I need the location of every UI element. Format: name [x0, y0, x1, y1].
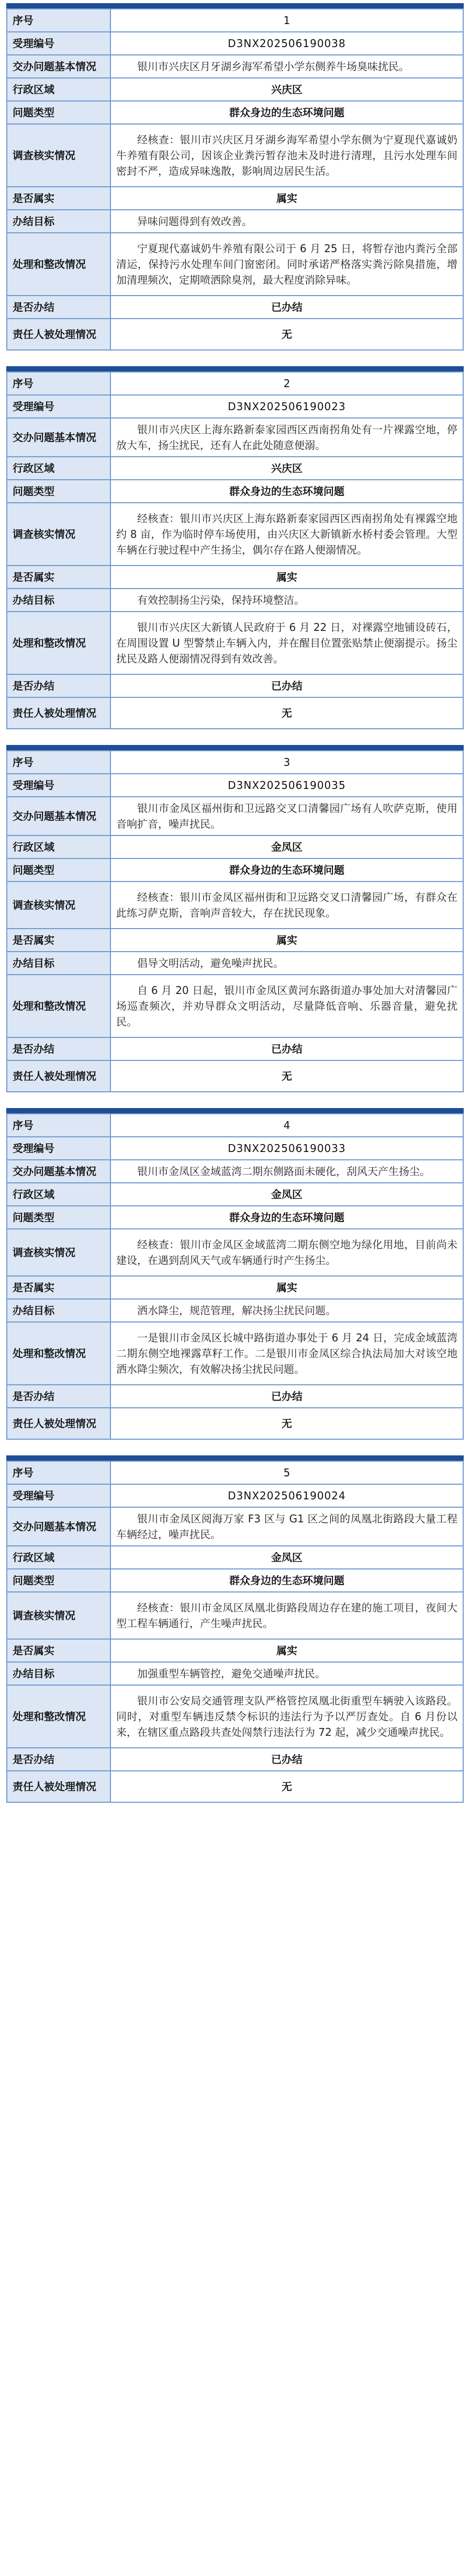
record-table	[6, 371, 464, 729]
field-label: 责任人被处理情况	[7, 1060, 110, 1092]
table-row	[7, 1771, 463, 1802]
verification-value: 经核查：银川市金凤区金域蓝湾二期东侧空地为绿化用地，目前尚未建设，在遇到刮风天气或车辆通行时产生扬尘。	[110, 1229, 463, 1276]
category-value: 群众身边的生态环境问题	[110, 101, 463, 124]
field-label: 行政区域	[7, 78, 110, 101]
district-value: 金凤区	[110, 1183, 463, 1206]
rectification-value: 银川市兴庆区大新镇人民政府于 6 月 22 日，对裸露空地铺设砖石，在周围设置 U 型警禁止车辆入内，并在醒目位置张贴禁止便溺提示。扬尘扰民及路人便溺情况得到有效改善。	[110, 612, 463, 674]
verification-value: 经核查：银川市兴庆区月牙湖乡海军希望小学东侧为宁夏现代嘉诚奶牛养殖有限公司，因该企业粪污暂存池未及时进行清理，且污水处理车间密封不严，造成异味逸散，影响周边居民生活。	[110, 124, 463, 187]
rectification-value: 一是银川市金凤区长城中路街道办事处于 6 月 24 日，完成金域蓝湾二期东侧空地裸露草籽工作。二是银川市金凤区综合执法局加大对该空地洒水降尘频次，有效解决扬尘扰民问题。	[110, 1322, 463, 1385]
district-value: 兴庆区	[110, 78, 463, 101]
basic-info-value: 银川市金凤区福州街和卫远路交叉口清馨园广场有人吹萨克斯，使用音响扩音，噪声扰民。	[110, 797, 463, 835]
field-label: 问题类型	[7, 1569, 110, 1592]
verification-value: 经核查：银川市金凤区凤凰北街路段周边存在建的施工项目，夜间大型工程车辆通行，产生噪声扰民。	[110, 1592, 463, 1639]
table-row	[7, 751, 463, 774]
table-row	[7, 1662, 463, 1685]
field-label: 行政区域	[7, 457, 110, 480]
record-table	[6, 1113, 464, 1440]
verification-value: 经核查：银川市兴庆区上海东路新泰家园西区西南拐角处有裸露空地约 8 亩，作为临时停车场使用，由兴庆区大新镇新水桥村委会管理。大型车辆在行驶过程中产生扬尘，偶尔存在路人便溺情况。	[110, 503, 463, 566]
district-value: 金凤区	[110, 835, 463, 858]
district-value: 兴庆区	[110, 457, 463, 480]
category-value: 群众身边的生态环境问题	[110, 858, 463, 882]
table-row	[7, 1569, 463, 1592]
field-label: 调查核实情况	[7, 882, 110, 929]
is-true-value: 属实	[110, 187, 463, 210]
table-row	[7, 372, 463, 395]
rectification-value: 银川市公安局交通管理支队严格管控凤凰北街重型车辆驶入该路段。同时，对重型车辆违反禁令标识的违法行为予以严厉查处。自 6 月份以来，在辖区重点路段共查处闯禁行违法行为 72 起，减少交通噪声扰民。	[110, 1685, 463, 1748]
field-label: 序号	[7, 751, 110, 774]
field-label: 处理和整改情况	[7, 1322, 110, 1385]
basic-info-value: 银川市兴庆区月牙湖乡海军希望小学东侧养牛场臭味扰民。	[110, 55, 463, 78]
field-label: 调查核实情况	[7, 124, 110, 187]
table-row	[7, 612, 463, 674]
table-row	[7, 858, 463, 882]
field-label: 是否属实	[7, 1276, 110, 1299]
field-label: 是否办结	[7, 1748, 110, 1771]
target-value: 有效控制扬尘污染，保持环境整洁。	[110, 589, 463, 612]
field-label: 责任人被处理情况	[7, 1771, 110, 1802]
field-label: 交办问题基本情况	[7, 1160, 110, 1183]
record-card	[0, 1455, 470, 1803]
table-row	[7, 975, 463, 1037]
table-row	[7, 1507, 463, 1546]
case-id-value: D3NX202506190024	[110, 1484, 463, 1507]
basic-info-value: 银川市金凤区阅海万家 F3 区与 G1 区之间的凤凰北街路段大量工程车辆经过，噪声扰民。	[110, 1507, 463, 1546]
case-id-value: D3NX202506190035	[110, 774, 463, 797]
table-row	[7, 1037, 463, 1060]
field-label: 办结目标	[7, 589, 110, 612]
field-label: 是否办结	[7, 674, 110, 697]
field-label: 受理编号	[7, 32, 110, 55]
table-row	[7, 566, 463, 589]
verification-value: 经核查：银川市金凤区福州街和卫远路交叉口清馨园广场，有群众在此练习萨克斯，音响声音较大，存在扰民现象。	[110, 882, 463, 929]
table-row	[7, 589, 463, 612]
field-label: 办结目标	[7, 952, 110, 975]
serial-value: 2	[110, 372, 463, 395]
accountability-value: 无	[110, 1771, 463, 1802]
table-row	[7, 882, 463, 929]
field-label: 问题类型	[7, 1206, 110, 1229]
field-label: 序号	[7, 372, 110, 395]
field-label: 问题类型	[7, 101, 110, 124]
field-label: 受理编号	[7, 395, 110, 418]
field-label: 处理和整改情况	[7, 233, 110, 296]
case-id-value: D3NX202506190033	[110, 1137, 463, 1160]
field-label: 序号	[7, 1114, 110, 1137]
is-true-value: 属实	[110, 1639, 463, 1662]
table-row	[7, 233, 463, 296]
field-label: 交办问题基本情况	[7, 797, 110, 835]
table-row	[7, 1183, 463, 1206]
field-label: 是否属实	[7, 1639, 110, 1662]
table-row	[7, 1206, 463, 1229]
field-label: 是否属实	[7, 929, 110, 952]
record-card	[0, 745, 470, 1092]
is-closed-value: 已办结	[110, 1037, 463, 1060]
table-row	[7, 1484, 463, 1507]
table-row	[7, 480, 463, 503]
category-value: 群众身边的生态环境问题	[110, 1206, 463, 1229]
record-header-bar	[6, 366, 464, 371]
field-label: 交办问题基本情况	[7, 1507, 110, 1546]
field-label: 序号	[7, 9, 110, 32]
record-header-bar	[6, 3, 464, 8]
field-label: 处理和整改情况	[7, 612, 110, 674]
field-label: 受理编号	[7, 1137, 110, 1160]
table-row	[7, 187, 463, 210]
basic-info-value: 银川市兴庆区上海东路新泰家园西区西南拐角处有一片裸露空地，停放大车，扬尘扰民，还有人在此处随意便溺。	[110, 418, 463, 457]
field-label: 序号	[7, 1461, 110, 1484]
target-value: 倡导文明活动，避免噪声扰民。	[110, 952, 463, 975]
case-id-value: D3NX202506190038	[110, 32, 463, 55]
record-table	[6, 8, 464, 351]
record-card	[0, 1108, 470, 1440]
table-row	[7, 395, 463, 418]
record-header-bar	[6, 1455, 464, 1461]
table-row	[7, 1592, 463, 1639]
is-true-value: 属实	[110, 566, 463, 589]
table-row	[7, 1322, 463, 1385]
case-id-value: D3NX202506190023	[110, 395, 463, 418]
field-label: 交办问题基本情况	[7, 418, 110, 457]
accountability-value: 无	[110, 1060, 463, 1092]
field-label: 责任人被处理情况	[7, 1408, 110, 1439]
is-true-value: 属实	[110, 1276, 463, 1299]
table-row	[7, 1060, 463, 1092]
field-label: 行政区域	[7, 835, 110, 858]
table-row	[7, 1639, 463, 1662]
table-row	[7, 1229, 463, 1276]
field-label: 处理和整改情况	[7, 1685, 110, 1748]
category-value: 群众身边的生态环境问题	[110, 1569, 463, 1592]
record-header-bar	[6, 745, 464, 750]
serial-value: 5	[110, 1461, 463, 1484]
record-card	[0, 3, 470, 351]
field-label: 受理编号	[7, 774, 110, 797]
table-row	[7, 1748, 463, 1771]
table-row	[7, 1461, 463, 1484]
table-row	[7, 1137, 463, 1160]
field-label: 调查核实情况	[7, 1229, 110, 1276]
table-row	[7, 9, 463, 32]
target-value: 加强重型车辆管控，避免交通噪声扰民。	[110, 1662, 463, 1685]
field-label: 是否属实	[7, 566, 110, 589]
field-label: 办结目标	[7, 1299, 110, 1322]
target-value: 洒水降尘，规范管理，解决扬尘扰民问题。	[110, 1299, 463, 1322]
table-row	[7, 503, 463, 566]
table-row	[7, 797, 463, 835]
accountability-value: 无	[110, 319, 463, 350]
field-label: 处理和整改情况	[7, 975, 110, 1037]
is-true-value: 属实	[110, 929, 463, 952]
district-value: 金凤区	[110, 1546, 463, 1569]
field-label: 是否办结	[7, 1037, 110, 1060]
record-table	[6, 1461, 464, 1803]
table-row	[7, 1160, 463, 1183]
is-closed-value: 已办结	[110, 674, 463, 697]
serial-value: 3	[110, 751, 463, 774]
table-row	[7, 1408, 463, 1439]
table-row	[7, 1276, 463, 1299]
is-closed-value: 已办结	[110, 1748, 463, 1771]
field-label: 受理编号	[7, 1484, 110, 1507]
field-label: 交办问题基本情况	[7, 55, 110, 78]
table-row	[7, 32, 463, 55]
table-row	[7, 835, 463, 858]
field-label: 调查核实情况	[7, 503, 110, 566]
table-row	[7, 457, 463, 480]
serial-value: 1	[110, 9, 463, 32]
accountability-value: 无	[110, 1408, 463, 1439]
category-value: 群众身边的生态环境问题	[110, 480, 463, 503]
rectification-value: 宁夏现代嘉诚奶牛养殖有限公司于 6 月 25 日，将暂存池内粪污全部清运，保持污水处理车间门窗密闭。同时承诺严格落实粪污除臭措施，增加清理频次，定期喷洒除臭剂，最大程度消除异味。	[110, 233, 463, 296]
field-label: 是否办结	[7, 1385, 110, 1408]
serial-value: 4	[110, 1114, 463, 1137]
table-row	[7, 929, 463, 952]
field-label: 是否属实	[7, 187, 110, 210]
field-label: 是否办结	[7, 296, 110, 319]
table-row	[7, 210, 463, 233]
table-row	[7, 55, 463, 78]
table-row	[7, 1546, 463, 1569]
record-card	[0, 366, 470, 729]
target-value: 异味问题得到有效改善。	[110, 210, 463, 233]
table-row	[7, 101, 463, 124]
field-label: 办结目标	[7, 1662, 110, 1685]
table-row	[7, 1385, 463, 1408]
table-row	[7, 952, 463, 975]
field-label: 行政区域	[7, 1546, 110, 1569]
table-row	[7, 1685, 463, 1748]
table-row	[7, 319, 463, 350]
table-row	[7, 674, 463, 697]
table-row	[7, 697, 463, 729]
field-label: 责任人被处理情况	[7, 319, 110, 350]
field-label: 调查核实情况	[7, 1592, 110, 1639]
field-label: 行政区域	[7, 1183, 110, 1206]
document	[0, 3, 470, 1803]
table-row	[7, 418, 463, 457]
record-header-bar	[6, 1108, 464, 1113]
field-label: 办结目标	[7, 210, 110, 233]
table-row	[7, 296, 463, 319]
table-row	[7, 1114, 463, 1137]
table-row	[7, 1299, 463, 1322]
rectification-value: 自 6 月 20 日起，银川市金凤区黄河东路街道办事处加大对清馨园广场巡查频次，并劝导群众文明活动，尽量降低音响、乐器音量，避免扰民。	[110, 975, 463, 1037]
record-table	[6, 750, 464, 1092]
table-row	[7, 774, 463, 797]
field-label: 问题类型	[7, 480, 110, 503]
table-row	[7, 78, 463, 101]
basic-info-value: 银川市金凤区金域蓝湾二期东侧路面未硬化，刮风天产生扬尘。	[110, 1160, 463, 1183]
is-closed-value: 已办结	[110, 296, 463, 319]
field-label: 问题类型	[7, 858, 110, 882]
field-label: 责任人被处理情况	[7, 697, 110, 729]
table-row	[7, 124, 463, 187]
is-closed-value: 已办结	[110, 1385, 463, 1408]
accountability-value: 无	[110, 697, 463, 729]
